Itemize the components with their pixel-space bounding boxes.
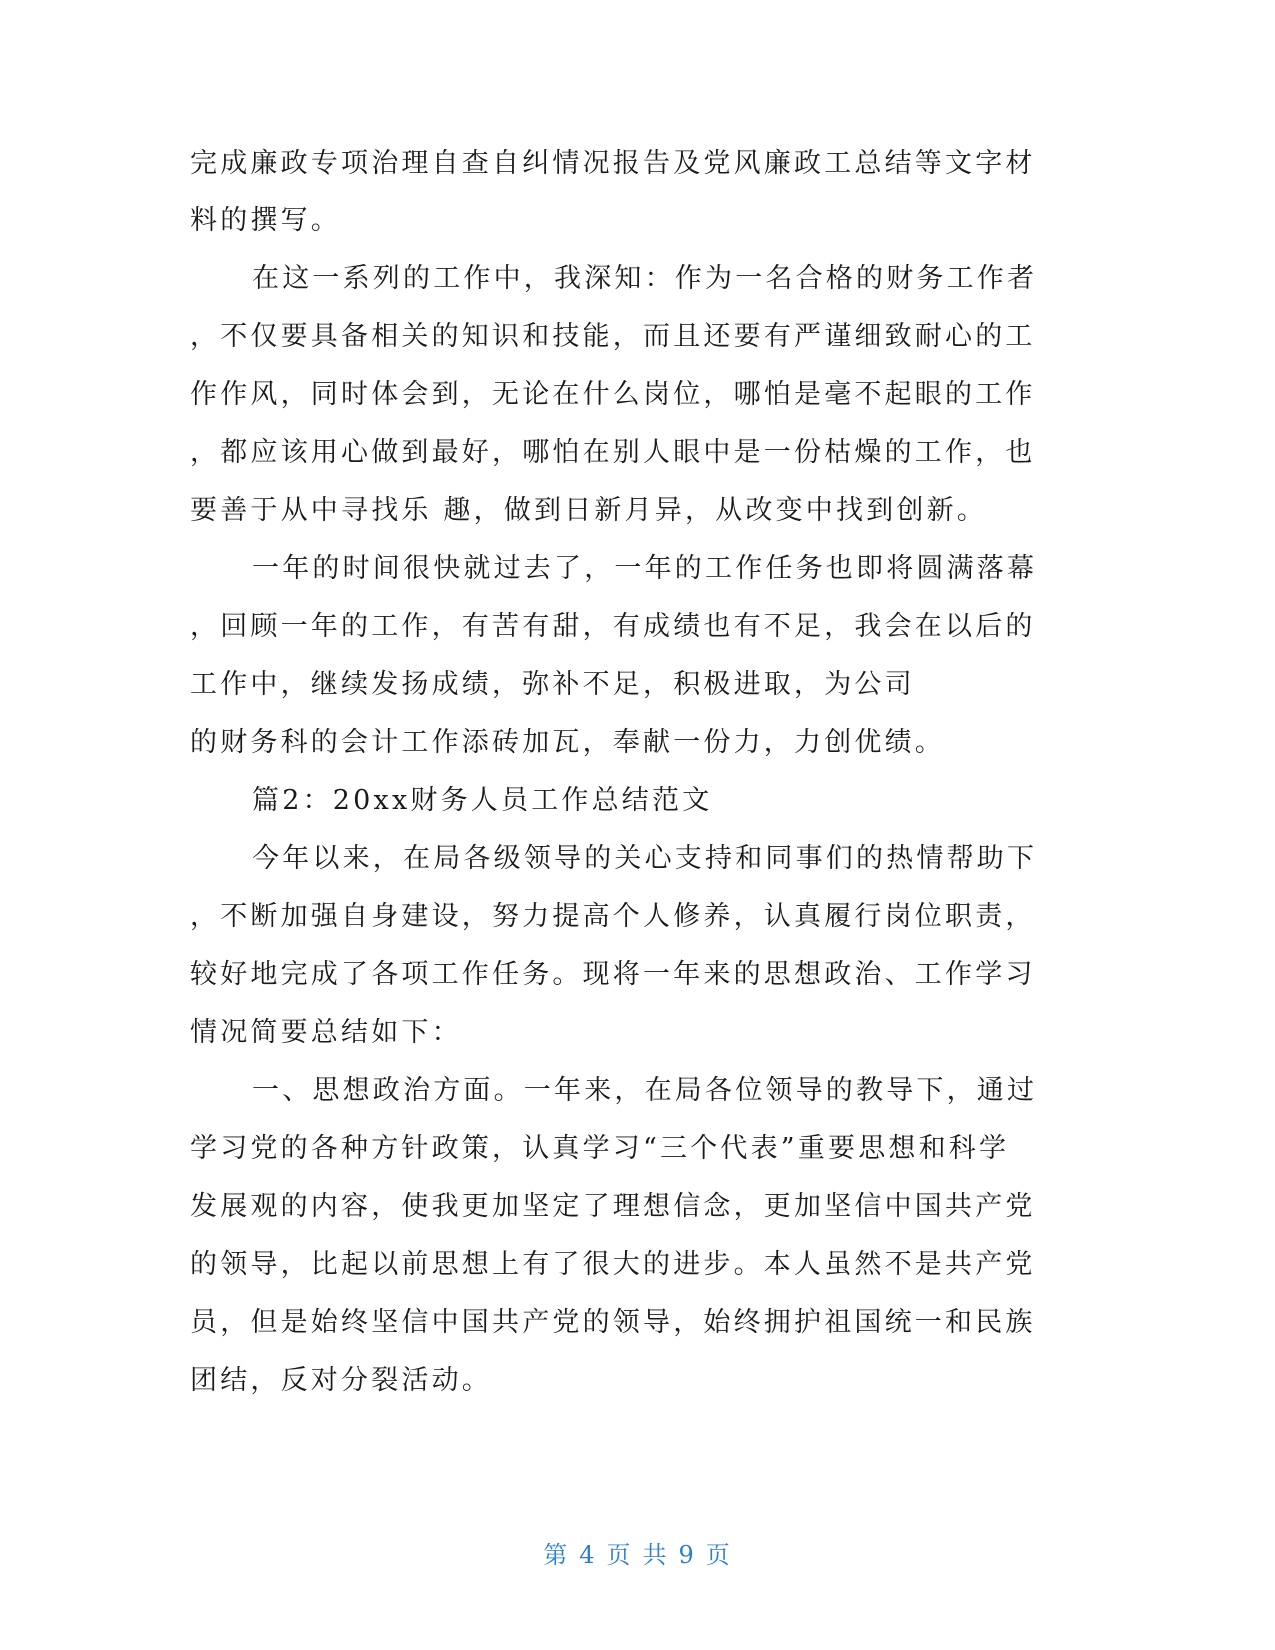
page-number-footer <box>0 1540 1275 1570</box>
text-line: 的财务科的会计工作添砖加瓦，奉献一份力，力创优绩。 <box>190 727 945 758</box>
text-line: 完成廉政专项治理自查自纠情况报告及党风廉政工总结等文字材 <box>190 148 1036 179</box>
text-line: 员，但是始终坚信中国共产党的领导，始终拥护祖国统一和民族 <box>190 1307 1036 1338</box>
section-heading: 篇2：20xx财务人员工作总结范文 <box>252 785 713 816</box>
footer-word: 第 <box>543 1541 570 1569</box>
text-line: 的领导，比起以前思想上有了很大的进步。本人虽然不是共产党 <box>190 1249 1036 1280</box>
footer-word: 页 <box>606 1541 633 1569</box>
footer-word: 页 <box>705 1541 732 1569</box>
text-line: ，都应该用心做到最好，哪怕在别人眼中是一份枯燥的工作，也 <box>190 437 1036 468</box>
text-line: 在这一系列的工作中，我深知：作为一名合格的财务工作者 <box>252 263 1038 294</box>
text-line: 学习党的各种方针政策，认真学习“三个代表”重要思想和科学 <box>190 1133 1010 1164</box>
text-line: 料的撰写。 <box>190 205 341 236</box>
footer-word: 共 <box>642 1541 669 1569</box>
text-line: 工作中，继续发扬成绩，弥补不足，积极进取，为公司 <box>190 669 915 700</box>
text-line: 团结，反对分裂活动。 <box>190 1365 492 1396</box>
text-line: ，不断加强自身建设，努力提高个人修养，认真履行岗位职责， <box>190 901 1036 932</box>
text-line: 发展观的内容，使我更加坚定了理想信念，更加坚信中国共产党 <box>190 1191 1036 1222</box>
text-line: ，回顾一年的工作，有苦有甜，有成绩也有不足，我会在以后的 <box>190 611 1036 642</box>
text-line: 一年的时间很快就过去了，一年的工作任务也即将圆满落幕 <box>252 553 1038 584</box>
text-line: 作作风，同时体会到，无论在什么岗位，哪怕是毫不起眼的工作 <box>190 379 1036 410</box>
text-line: 今年以来，在局各级领导的关心支持和同事们的热情帮助下 <box>252 843 1038 874</box>
current-page-number: 4 <box>579 1541 597 1569</box>
text-line: 较好地完成了各项工作任务。现将一年来的思想政治、工作学习 <box>190 959 1036 990</box>
text-line: 要善于从中寻找乐 趣，做到日新月异，从改变中找到创新。 <box>190 495 987 526</box>
text-line: 一、思想政治方面。一年来，在局各位领导的教导下，通过 <box>252 1075 1038 1106</box>
text-line: 情况简要总结如下： <box>190 1017 462 1048</box>
total-page-count: 9 <box>678 1541 696 1569</box>
text-line: ，不仅要具备相关的知识和技能，而且还要有严谨细致耐心的工 <box>190 321 1036 352</box>
